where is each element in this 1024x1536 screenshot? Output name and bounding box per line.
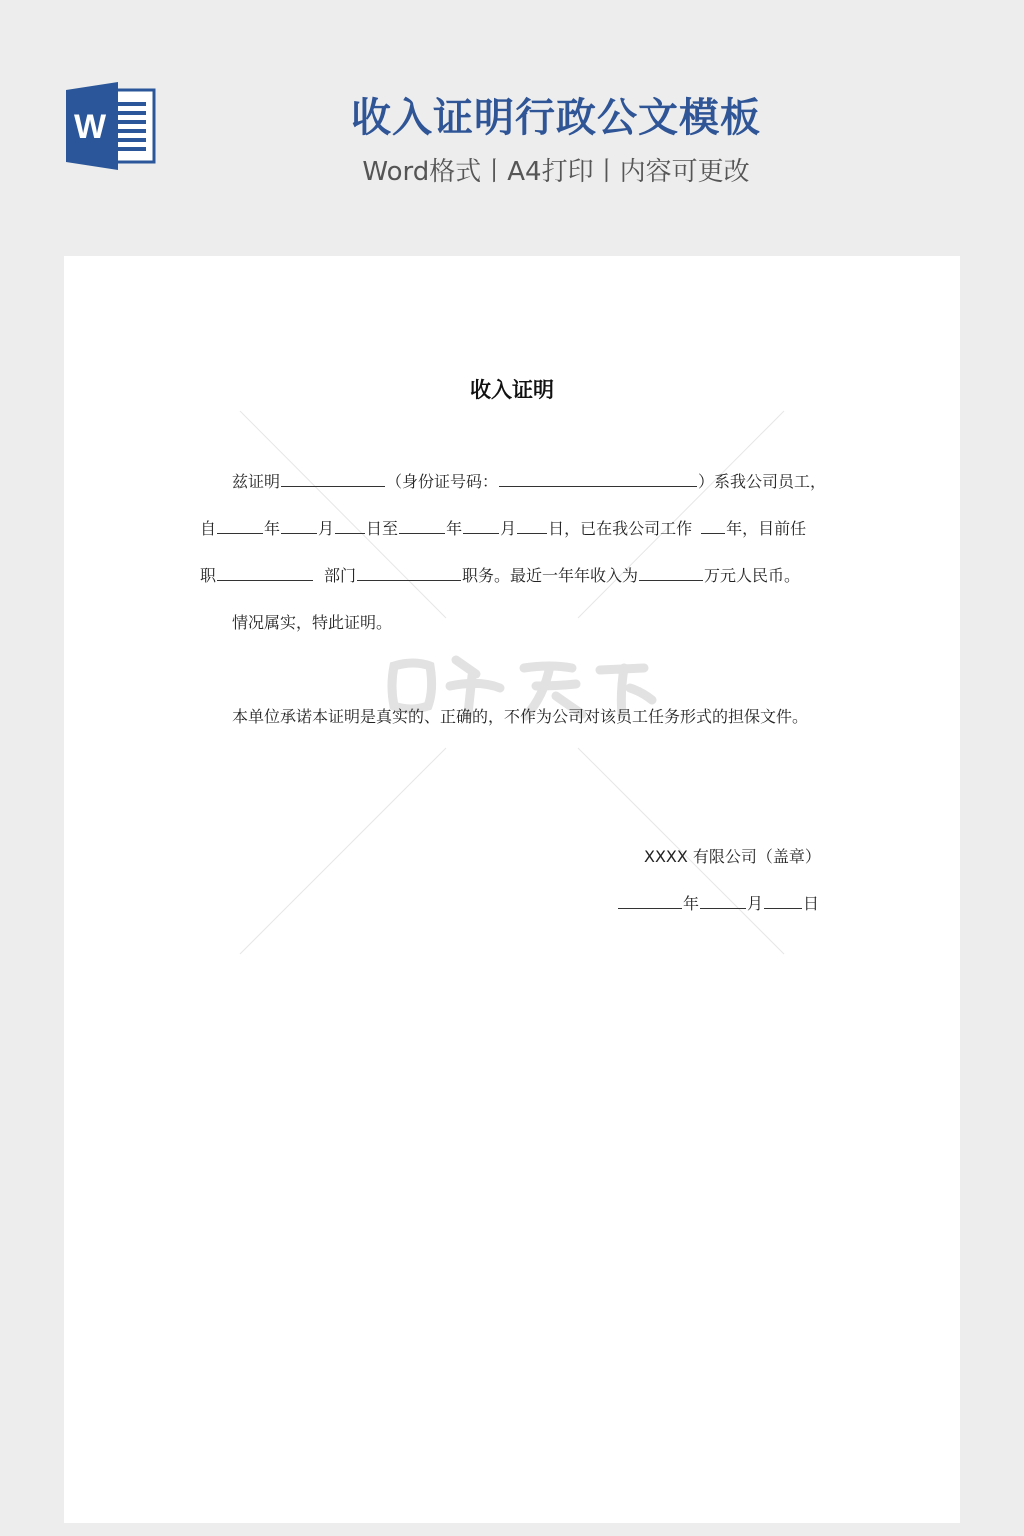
- identity-prefix: 兹证明: [232, 472, 281, 491]
- already-working-text: 日，已在我公司工作: [548, 519, 693, 538]
- end-month-blank[interactable]: [463, 518, 499, 534]
- word-icon-letter: W: [73, 108, 107, 146]
- month-text: 月: [500, 519, 517, 538]
- start-year-blank[interactable]: [217, 518, 263, 534]
- month-text: 月: [747, 894, 764, 913]
- month-text: 月: [318, 519, 335, 538]
- end-day-blank[interactable]: [517, 518, 547, 534]
- identity-suffix: ）系我公司员工，: [698, 472, 827, 491]
- paragraph-commitment: 本单位承诺本证明是真实的、正确的，不作为公司对该员工任务形式的担保文件。: [232, 707, 809, 726]
- department-text: 部门: [324, 566, 357, 585]
- word-doc-icon: [64, 80, 158, 172]
- id-label: （身份证号码：: [386, 472, 499, 491]
- sign-month-blank[interactable]: [700, 893, 746, 909]
- watermark-lines: [64, 256, 960, 976]
- end-year-blank[interactable]: [399, 518, 445, 534]
- amount-unit-text: 万元人民币。: [704, 566, 801, 585]
- years-worked-blank[interactable]: [701, 518, 725, 534]
- paragraph-position-income: [200, 565, 800, 587]
- paragraph-identity: [232, 471, 826, 493]
- name-blank[interactable]: [281, 471, 385, 487]
- position-text: 职: [200, 566, 217, 585]
- page-subtitle: Word格式丨A4打印丨内容可更改: [362, 157, 750, 187]
- document-page: [64, 256, 960, 1523]
- day-to-text: 日至: [366, 519, 399, 538]
- page-title: 收入证明行政公文模板: [351, 95, 761, 141]
- signature-date-line: [617, 893, 819, 915]
- year-text: 年: [446, 519, 463, 538]
- duty-income-text: 职务。最近一年年收入为: [462, 566, 639, 585]
- start-day-blank[interactable]: [335, 518, 365, 534]
- document-title: 收入证明: [470, 378, 554, 402]
- income-blank[interactable]: [639, 565, 703, 581]
- template-header: [0, 0, 1024, 256]
- years-now-text: 年，目前任: [726, 519, 807, 538]
- company-seal-line: XXXX 有限公司（盖章）: [644, 847, 821, 866]
- paragraph-confirmation: 情况属实，特此证明。: [232, 613, 393, 632]
- year-text: 年: [683, 894, 700, 913]
- year-text: 年: [264, 519, 281, 538]
- sign-year-blank[interactable]: [618, 893, 682, 909]
- id-number-blank[interactable]: [499, 471, 697, 487]
- start-month-blank[interactable]: [281, 518, 317, 534]
- from-text: 自: [200, 519, 217, 538]
- position-blank[interactable]: [217, 565, 313, 581]
- paragraph-employment-period: [200, 518, 806, 540]
- department-blank[interactable]: [357, 565, 461, 581]
- sign-day-blank[interactable]: [764, 893, 802, 909]
- day-text: 日: [803, 894, 820, 913]
